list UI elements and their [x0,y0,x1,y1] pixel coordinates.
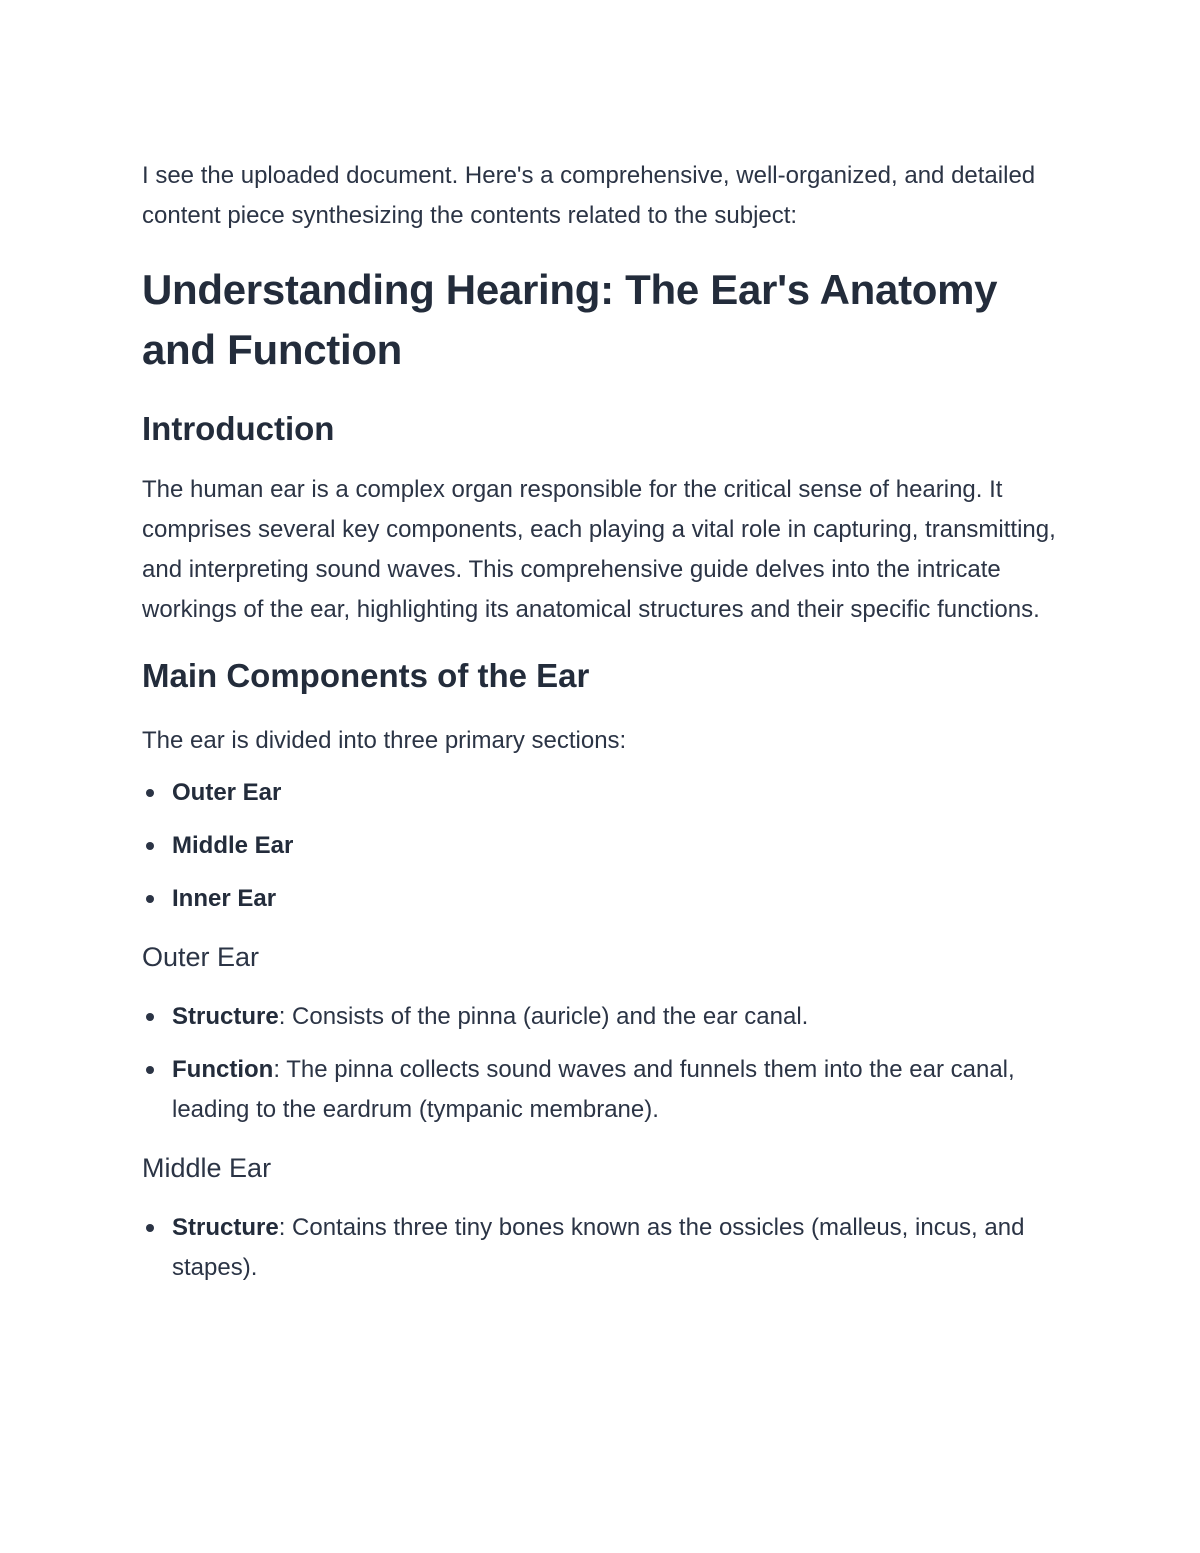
list-item [142,1050,1062,1130]
document-title: Understanding Hearing: The Ear's Anatomy and Function [142,266,998,373]
main-components-list [142,773,1062,919]
list-item-text: The pinna collects sound waves and funnels them into the ear canal, leading to the eardrum (tympanic membrane). [172,1056,1015,1123]
list-item-label: Structure [172,1003,279,1030]
intro-text: I see the uploaded document. Here's a comprehensive, well-organized, and detailed content piece synthesizing the contents related to the subject: [142,162,1036,229]
middle-ear-list [142,1208,1062,1288]
outer-ear-heading: Outer Ear [142,942,260,972]
list-item [142,879,1062,919]
bullet-icon [146,895,154,903]
introduction-heading: Introduction [142,410,335,447]
bullet-icon [146,789,154,797]
list-item [142,826,1062,866]
list-item [142,997,1062,1037]
bullet-icon [146,1224,154,1232]
list-item-separator: : [273,1056,280,1083]
list-item-label: Structure [172,1214,279,1241]
middle-ear-heading: Middle Ear [142,1153,272,1183]
bullet-icon [146,1066,154,1074]
list-item-separator: : [278,1214,286,1241]
outer-ear-list [142,997,1062,1130]
list-item-separator: : [278,1003,286,1030]
list-item-text: Contains three tiny bones known as the ossicles (malleus, incus, and stapes). [172,1214,1025,1281]
main-components-heading: Main Components of the Ear [142,657,590,694]
bullet-icon [146,1013,154,1021]
bullet-icon [146,842,154,850]
list-item-label: Middle Ear [172,832,294,859]
introduction-paragraph: The human ear is a complex organ responsible for the critical sense of hearing. It comprises several key components, each playing a vital role in capturing, transmitting, and interpreting sound waves. This comprehensive guide delves into the intricate workings of the ear, highlighting its anatomical structures and their specific functions. [142,476,1056,623]
list-item [142,1208,1062,1288]
list-item-label: Function [172,1056,274,1083]
list-item-label: Outer Ear [172,779,282,806]
main-components-lead: The ear is divided into three primary sections: [142,727,627,754]
list-item [142,773,1062,813]
document-page [142,156,1062,1288]
list-item-text: Consists of the pinna (auricle) and the ear canal. [285,1003,809,1030]
list-item-label: Inner Ear [172,885,277,912]
